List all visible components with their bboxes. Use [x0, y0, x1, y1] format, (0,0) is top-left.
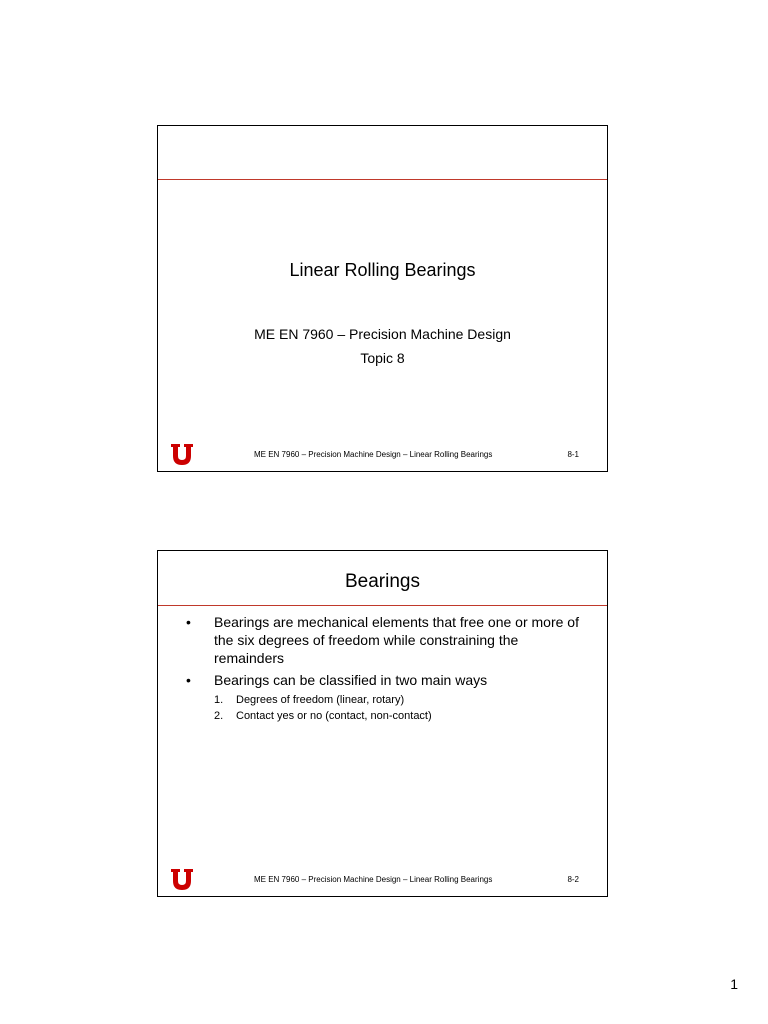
bullet-item — [186, 671, 586, 724]
footer-course-text: ME EN 7960 – Precision Machine Design – Linear Rolling Bearings — [254, 875, 493, 884]
sub-list-item — [214, 692, 586, 708]
bullet-text: Bearings are mechanical elements that free one or more of the six degrees of freedom while constraining the remainders — [214, 614, 579, 666]
header-rule — [158, 179, 607, 180]
bullet-dot: • — [186, 614, 191, 630]
slide-2 — [157, 550, 608, 897]
sub-item-text: Contact yes or no (contact, non-contact) — [236, 710, 432, 722]
bullet-dot: • — [186, 672, 191, 688]
footer-slide-number: 8-2 — [567, 875, 579, 884]
bullet-list — [186, 613, 586, 728]
header-rule — [158, 605, 607, 606]
footer-course-text: ME EN 7960 – Precision Machine Design – Linear Rolling Bearings — [254, 450, 493, 459]
university-u-logo-icon — [170, 442, 194, 466]
slide-subtitle-topic: Topic 8 — [360, 350, 405, 366]
slide-title: Linear Rolling Bearings — [289, 260, 476, 280]
footer-slide-number: 8-1 — [567, 450, 579, 459]
bullet-text: Bearings can be classified in two main ways — [214, 672, 488, 688]
slide-title: Bearings — [345, 571, 420, 592]
slide-subtitle-course: ME EN 7960 – Precision Machine Design — [254, 326, 511, 342]
slide-footer — [158, 439, 607, 471]
sub-item-number: 2. — [214, 710, 224, 722]
sub-item-number: 1. — [214, 694, 224, 706]
page-number: 1 — [730, 976, 738, 992]
bullet-item — [186, 613, 586, 667]
slide-1 — [157, 125, 608, 472]
numbered-sub-list — [214, 692, 586, 724]
slide-footer — [158, 864, 607, 896]
sub-item-text: Degrees of freedom (linear, rotary) — [236, 694, 405, 706]
sub-list-item — [214, 708, 586, 724]
university-u-logo-icon — [170, 867, 194, 891]
